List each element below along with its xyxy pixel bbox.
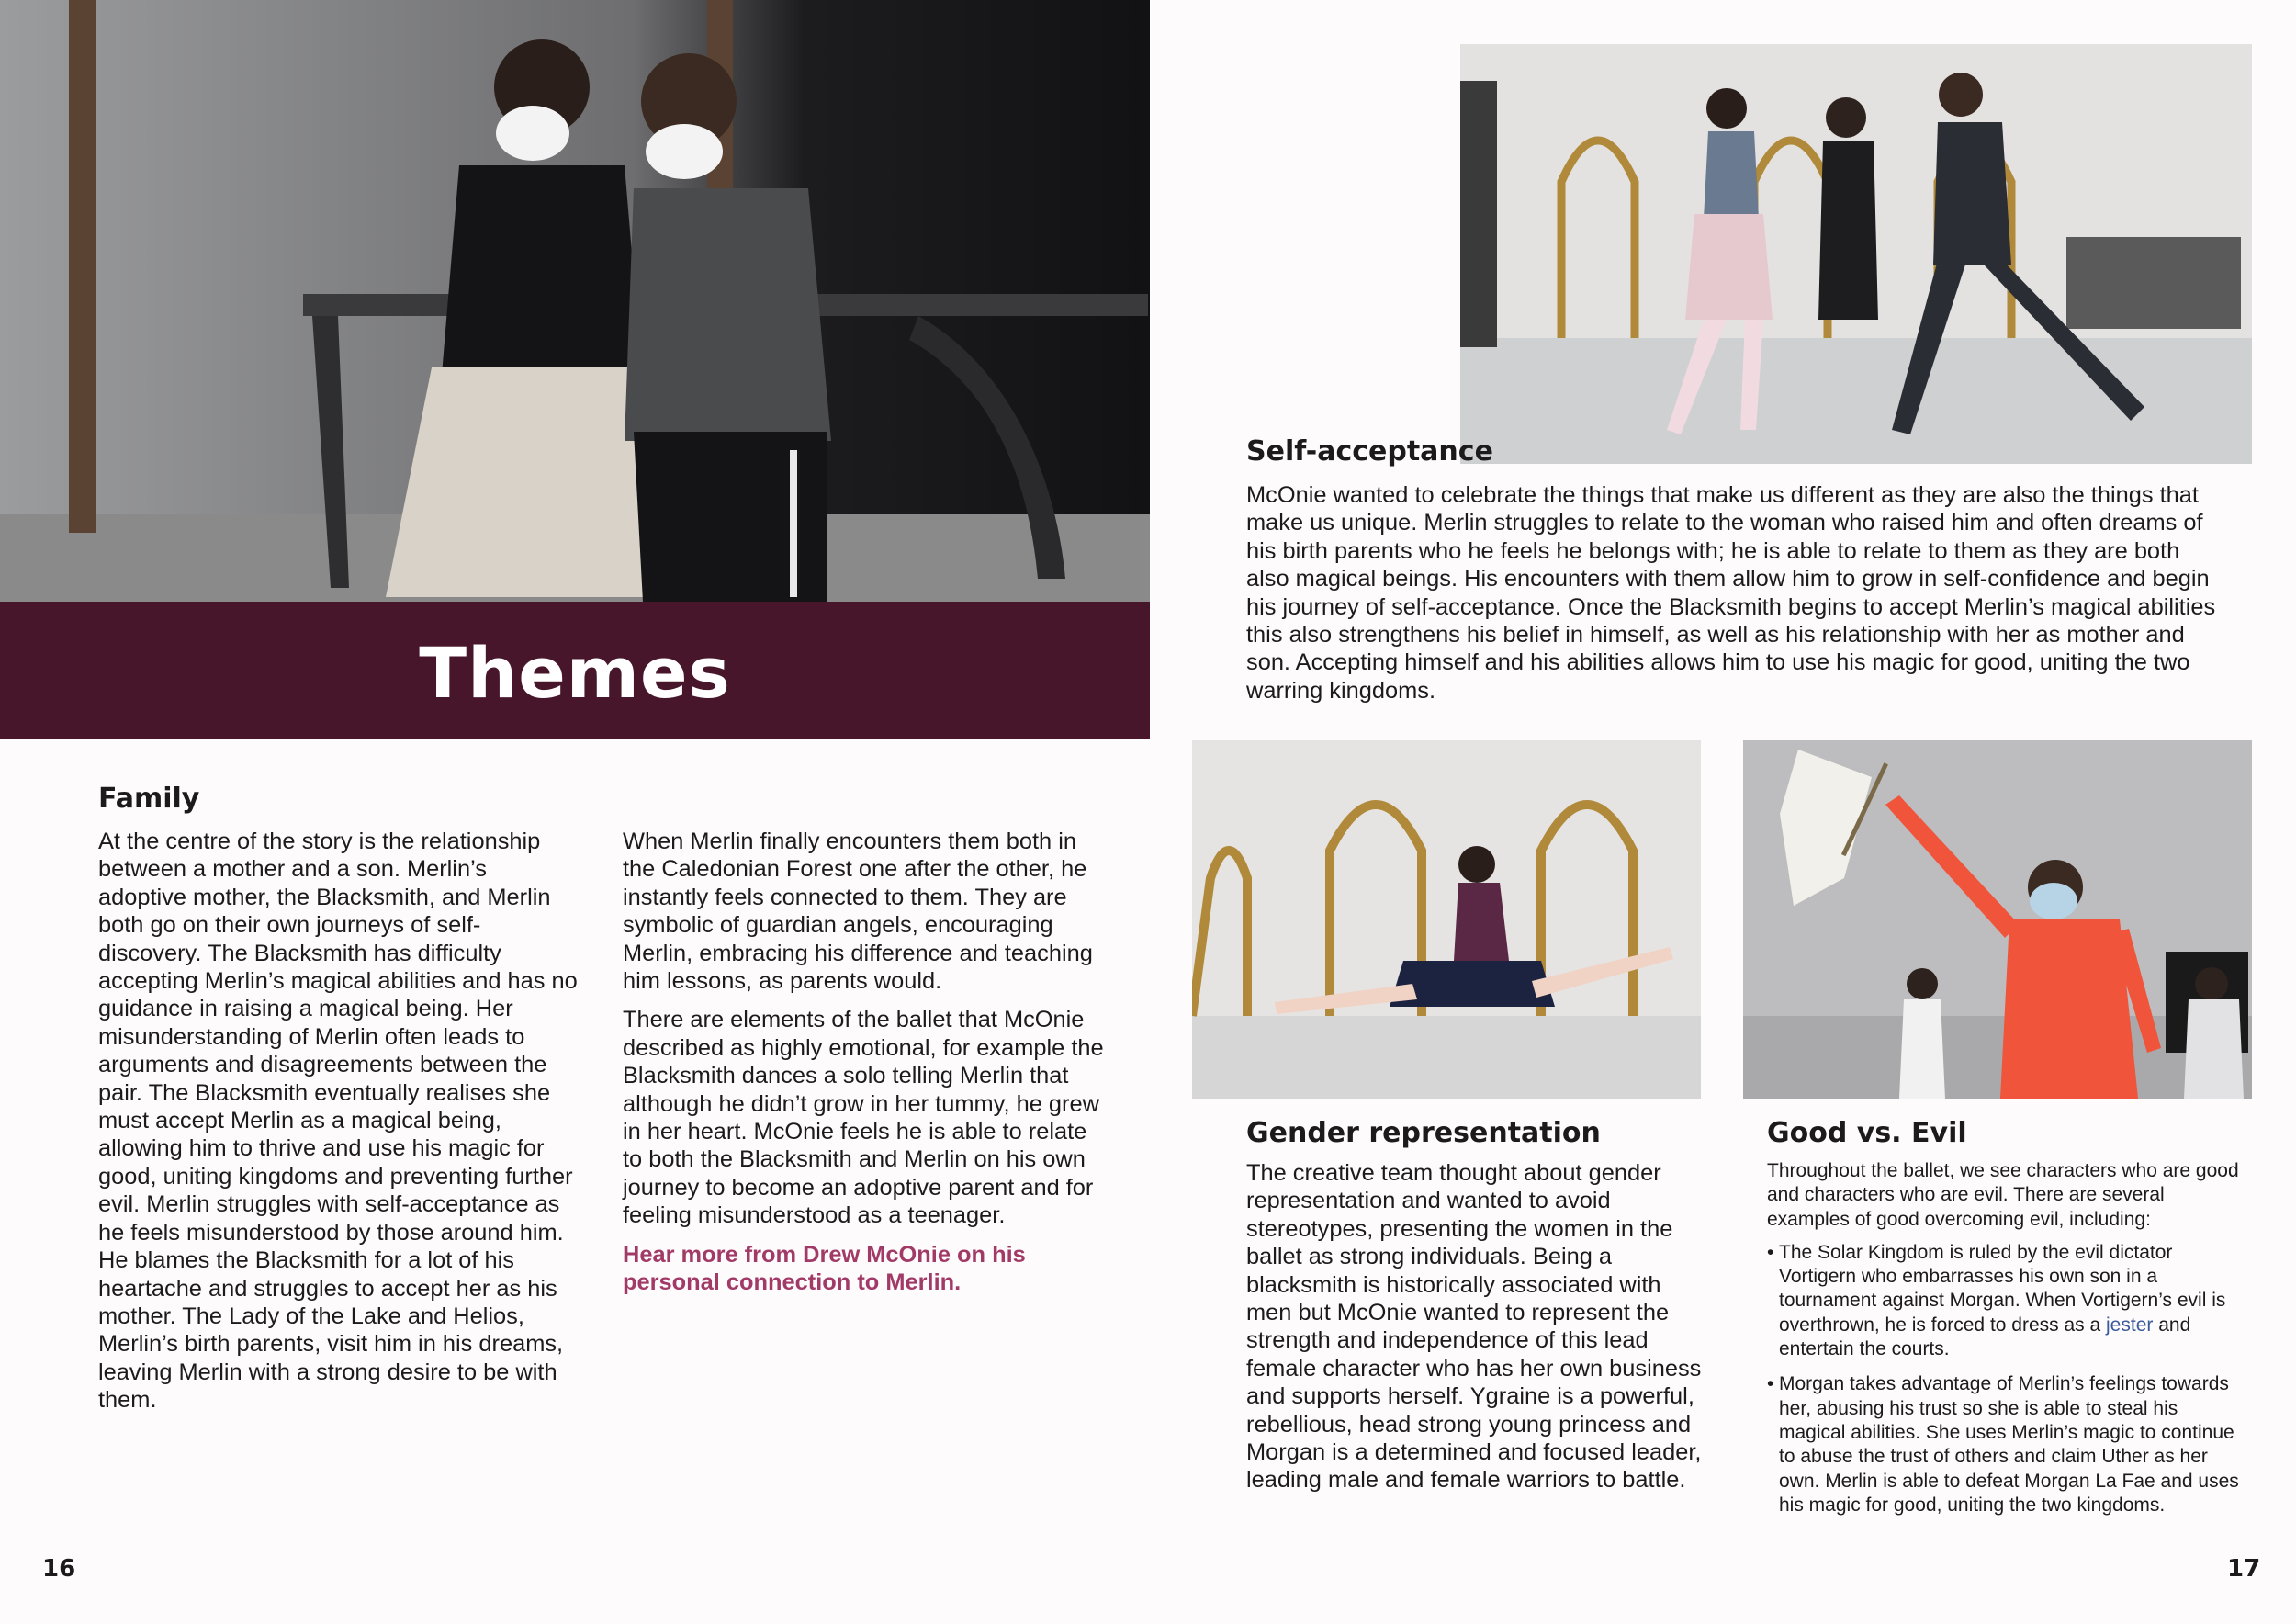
family-paragraph: At the centre of the story is the relationship between a mother and a son. Merlin’s adoptive mother, the Blacksmith, and Merlin both go on their own journeys of self-discovery. The Blacksmith has difficulty accepting Merlin’s magical abilities and has no guidance in raising a magical being. Her misunderstanding of Merlin often leads to arguments and disagreements between the pair. The Blacksmith eventually realises she must accept Merlin as a magical being, allowing him to thrive and use his magic for good, uniting kingdoms and preventing further evil. Merlin struggles with self-acceptance as he feels misunderstood by those around him. He blames the Blacksmith for a lot of his heartache and struggles to accept her as his mother. The Lady of the Lake and Helios, Merlin’s birth parents, visit him in his dreams, leaving Merlin with a strong desire to be with them. [98,829,578,1414]
self-acceptance-heading: Self-acceptance [1246,435,1493,468]
good-vs-evil-intro: Throughout the ballet, we see characters who are good and characters who are evil. There are several examples of good overcoming evil, including: [1767,1160,2239,1230]
drew-mconie-link[interactable]: Hear more from Drew McOnie on his personal connection to Merlin. [623,1241,1026,1296]
family-paragraph-3: There are elements of the ballet that McOnie described as highly emotional, for example the Blacksmith dances a solo telling Merlin that although he didn’t grow in her tummy, he grew in her heart. McOnie feels he is able to relate to both the Blacksmith and Merlin on his own journey to become an adoptive parent and for feeling misunderstood as a teenager. [623,1007,1104,1229]
list-item: • The Solar Kingdom is ruled by the evil dictator Vortigern who embarrasses his own son in a tournament against Morgan. When Vortigern’s evil is overthrown, he is forced to dress as a jester and entertain the courts. [1767,1241,2240,1361]
good-vs-evil-heading: Good vs. Evil [1767,1117,1967,1149]
good-vs-evil-text [1767,1159,2240,1528]
page-number-right: 17 [2227,1555,2261,1583]
good-vs-evil-list [1767,1241,2240,1517]
rehearsal-photo-flag-dancer [1743,740,2252,1099]
page-number-left: 16 [42,1555,76,1583]
rehearsal-photo-blacksmith-merlin [0,0,1150,602]
page-title: Themes [419,632,731,714]
jester-link[interactable]: jester [2106,1314,2154,1336]
gender-representation-text: The creative team thought about gender representation and wanted to avoid stereotypes, presenting the women in the ballet as strong individuals. Being a blacksmith is historically associated with men but McOnie wanted to represent the strength and independence of this lead female character who has her own business and supports herself. Ygraine is a powerful, rebellious, head strong young princess and Morgan is a determined and focused leader, leading male and female warriors to battle. [1246,1160,1702,1494]
gender-representation-heading: Gender representation [1246,1117,1601,1149]
family-column-2 [623,828,1105,1297]
rehearsal-photo-pas-de-deux [1460,44,2252,464]
family-paragraph-2: When Merlin finally encounters them both in the Caledonian Forest one after the other, he instantly feels connected to them. They are symbolic of guardian angels, encouraging Merlin, embracing his difference and teaching him lessons, as parents would. [623,829,1093,995]
family-heading: Family [98,783,200,815]
self-acceptance-text: McOnie wanted to celebrate the things that make us different as they are also the things that make us unique. Merlin struggles to relate to the woman who raised him and often dreams of his birth parents who he feels he belongs with; he is able to relate to them as they are both also magical beings. His encounters with them allow him to grow in self-confidence and begin his journey of self-acceptance. Once the Blacksmith begins to accept Merlin’s magical abilities this also strengthens his belief in himself, as well as his relationship with her as mother and son. Accepting himself and his abilities allows him to use his magic for good, uniting the two warring kingdoms. [1246,482,2216,704]
rehearsal-photo-leaping-dancer [1192,740,1701,1099]
family-column-1 [98,828,580,1415]
list-item: • Morgan takes advantage of Merlin’s feelings towards her, abusing his trust so she is able to steal his magical abilities. She uses Merlin’s magic to continue to abuse the trust of others and claim Uther as her own. Merlin is able to defeat Morgan La Fae and uses his magic for good, uniting the two kingdoms. [1767,1372,2240,1517]
